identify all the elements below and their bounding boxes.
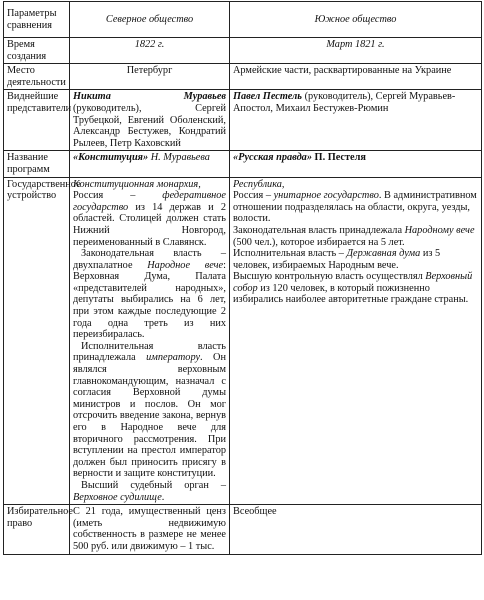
south-leader-name: Павел Пестель — [233, 91, 302, 103]
north-p2-text-b: из 14 держав и 2 областей. Столицей должен стать Нижний Новгород, переименованный в Славянск. — [73, 201, 226, 248]
north-program-author: Н. Муравьева — [148, 152, 210, 164]
comparison-table-sheet — [3, 1, 481, 555]
south-p2-term: унитарное государство — [273, 190, 379, 202]
south-p3-term: Народному вече — [404, 224, 475, 236]
north-state-p5 — [73, 480, 226, 503]
row-state-north — [70, 177, 230, 505]
north-p4-text-a: Исполнительная власть принадлежала — [73, 340, 226, 364]
south-state-p4 — [233, 248, 478, 271]
header-north-cell: Северное общество — [70, 2, 230, 38]
row-time — [4, 38, 482, 64]
row-suffrage-south: Всеобщее — [230, 505, 482, 554]
south-state-p5 — [233, 271, 478, 306]
row-suffrage-label: Избирательное право — [4, 505, 70, 554]
north-state-form: Конституционная монархия, — [73, 178, 201, 190]
row-suffrage — [4, 505, 482, 554]
row-place — [4, 64, 482, 90]
row-leaders-label: Виднейшие представители — [4, 90, 70, 151]
south-p5-term: Верховный собор — [233, 271, 473, 294]
row-program — [4, 151, 482, 177]
header-south-cell: Южное общество — [230, 2, 482, 38]
north-p5-text-a: Высший судебный орган – — [81, 479, 226, 491]
north-p4-term: императору — [146, 352, 201, 364]
south-program-author: П. Пестеля — [311, 152, 366, 164]
north-p5-text-b: . — [161, 491, 165, 503]
south-p4-term: Державная дума — [346, 248, 421, 260]
north-p2-text-a: Россия – — [73, 190, 163, 202]
north-p3-text-b: : Верховная Дума, Палата «представителей народных», депутаты выбирались на 6 лет, при этом каждые последующие 2 года одна треть из них переизбиралась. — [73, 259, 226, 341]
row-time-north: 1822 г. — [70, 38, 230, 64]
south-p4-text-b: из 5 человек, избираемых Народным вече. — [233, 248, 441, 271]
row-program-north — [70, 151, 230, 177]
north-p3-text-a: Законодательная власть – двухпалатное — [73, 248, 226, 271]
row-leaders-south — [230, 90, 482, 151]
south-p5-text-b: из 120 человек, в который пожизненно избирались наиболее авторитетные граждане страны. — [233, 282, 469, 306]
row-program-label: Название программ — [4, 151, 70, 177]
south-state-p2 — [233, 190, 478, 225]
row-state-label: Государственное устройство — [4, 177, 70, 505]
north-p2-term: федеративное государство — [73, 190, 226, 213]
comparison-table — [3, 1, 482, 555]
north-leader-name: Никита Муравьев — [73, 91, 226, 103]
south-leaders-rest: (руководитель), Сергей Муравьев-Апостол, Михаил Бестужев-Рюмин — [233, 91, 456, 114]
north-p3-term: Народное вече — [147, 259, 224, 271]
south-p4-text-a: Исполнительная власть – — [233, 248, 347, 260]
north-leaders-rest: (руководитель), Сергей Трубецкой, Евгений Оболенский, Александр Бестужев, Кондратий Рылеев, Петр Каховский — [73, 102, 226, 149]
north-state-p4 — [73, 341, 226, 480]
row-program-south — [230, 151, 482, 177]
row-time-south: Март 1821 г. — [230, 38, 482, 64]
row-leaders — [4, 90, 482, 151]
row-time-label: Время создания — [4, 38, 70, 64]
row-place-south: Армейские части, расквартированные на Украине — [230, 64, 482, 90]
north-state-p2 — [73, 190, 226, 248]
north-program-title: «Конституция» — [73, 152, 149, 164]
header-param-cell: Параметры сравнения — [4, 2, 70, 38]
header-row — [4, 2, 482, 38]
north-p4-text-b: . Он являлся верховным главнокомандующим, назначал с согласия Верховной думы министров и послов. Он мог отсрочить введение закона, вернув его в Народное вече для вторичного рассмотрения. При вступлении на престол император должен был приносить присягу в верности и защите конституции. — [73, 352, 226, 480]
north-state-p3 — [73, 248, 226, 341]
south-state-p3 — [233, 225, 478, 248]
row-place-label: Место деятельности — [4, 64, 70, 90]
row-leaders-north — [70, 90, 230, 151]
row-state — [4, 177, 482, 505]
south-state-form: Республика, — [233, 178, 285, 190]
south-p5-text-a: Высшую контрольную власть осуществлял — [233, 271, 426, 283]
south-p3-text-b: (500 чел.), которое избирается на 5 лет. — [233, 236, 405, 248]
south-p2-text-a: Россия – — [233, 190, 274, 202]
south-p3-text-a: Законодательная власть принадлежала — [233, 224, 405, 236]
north-p5-term: Верховное судилище — [73, 491, 162, 503]
row-suffrage-north: С 21 года, имущественный ценз (иметь недвижимую собственность в размере не менее 500 руб. или движимую – 1 тыс. — [70, 505, 230, 554]
row-state-south — [230, 177, 482, 505]
south-program-title: «Русская правда» — [233, 152, 312, 164]
south-p2-text-b: . В административном отношении подразделялась на области, округа, уезды, волости. — [233, 190, 477, 225]
row-place-north: Петербург — [70, 64, 230, 90]
